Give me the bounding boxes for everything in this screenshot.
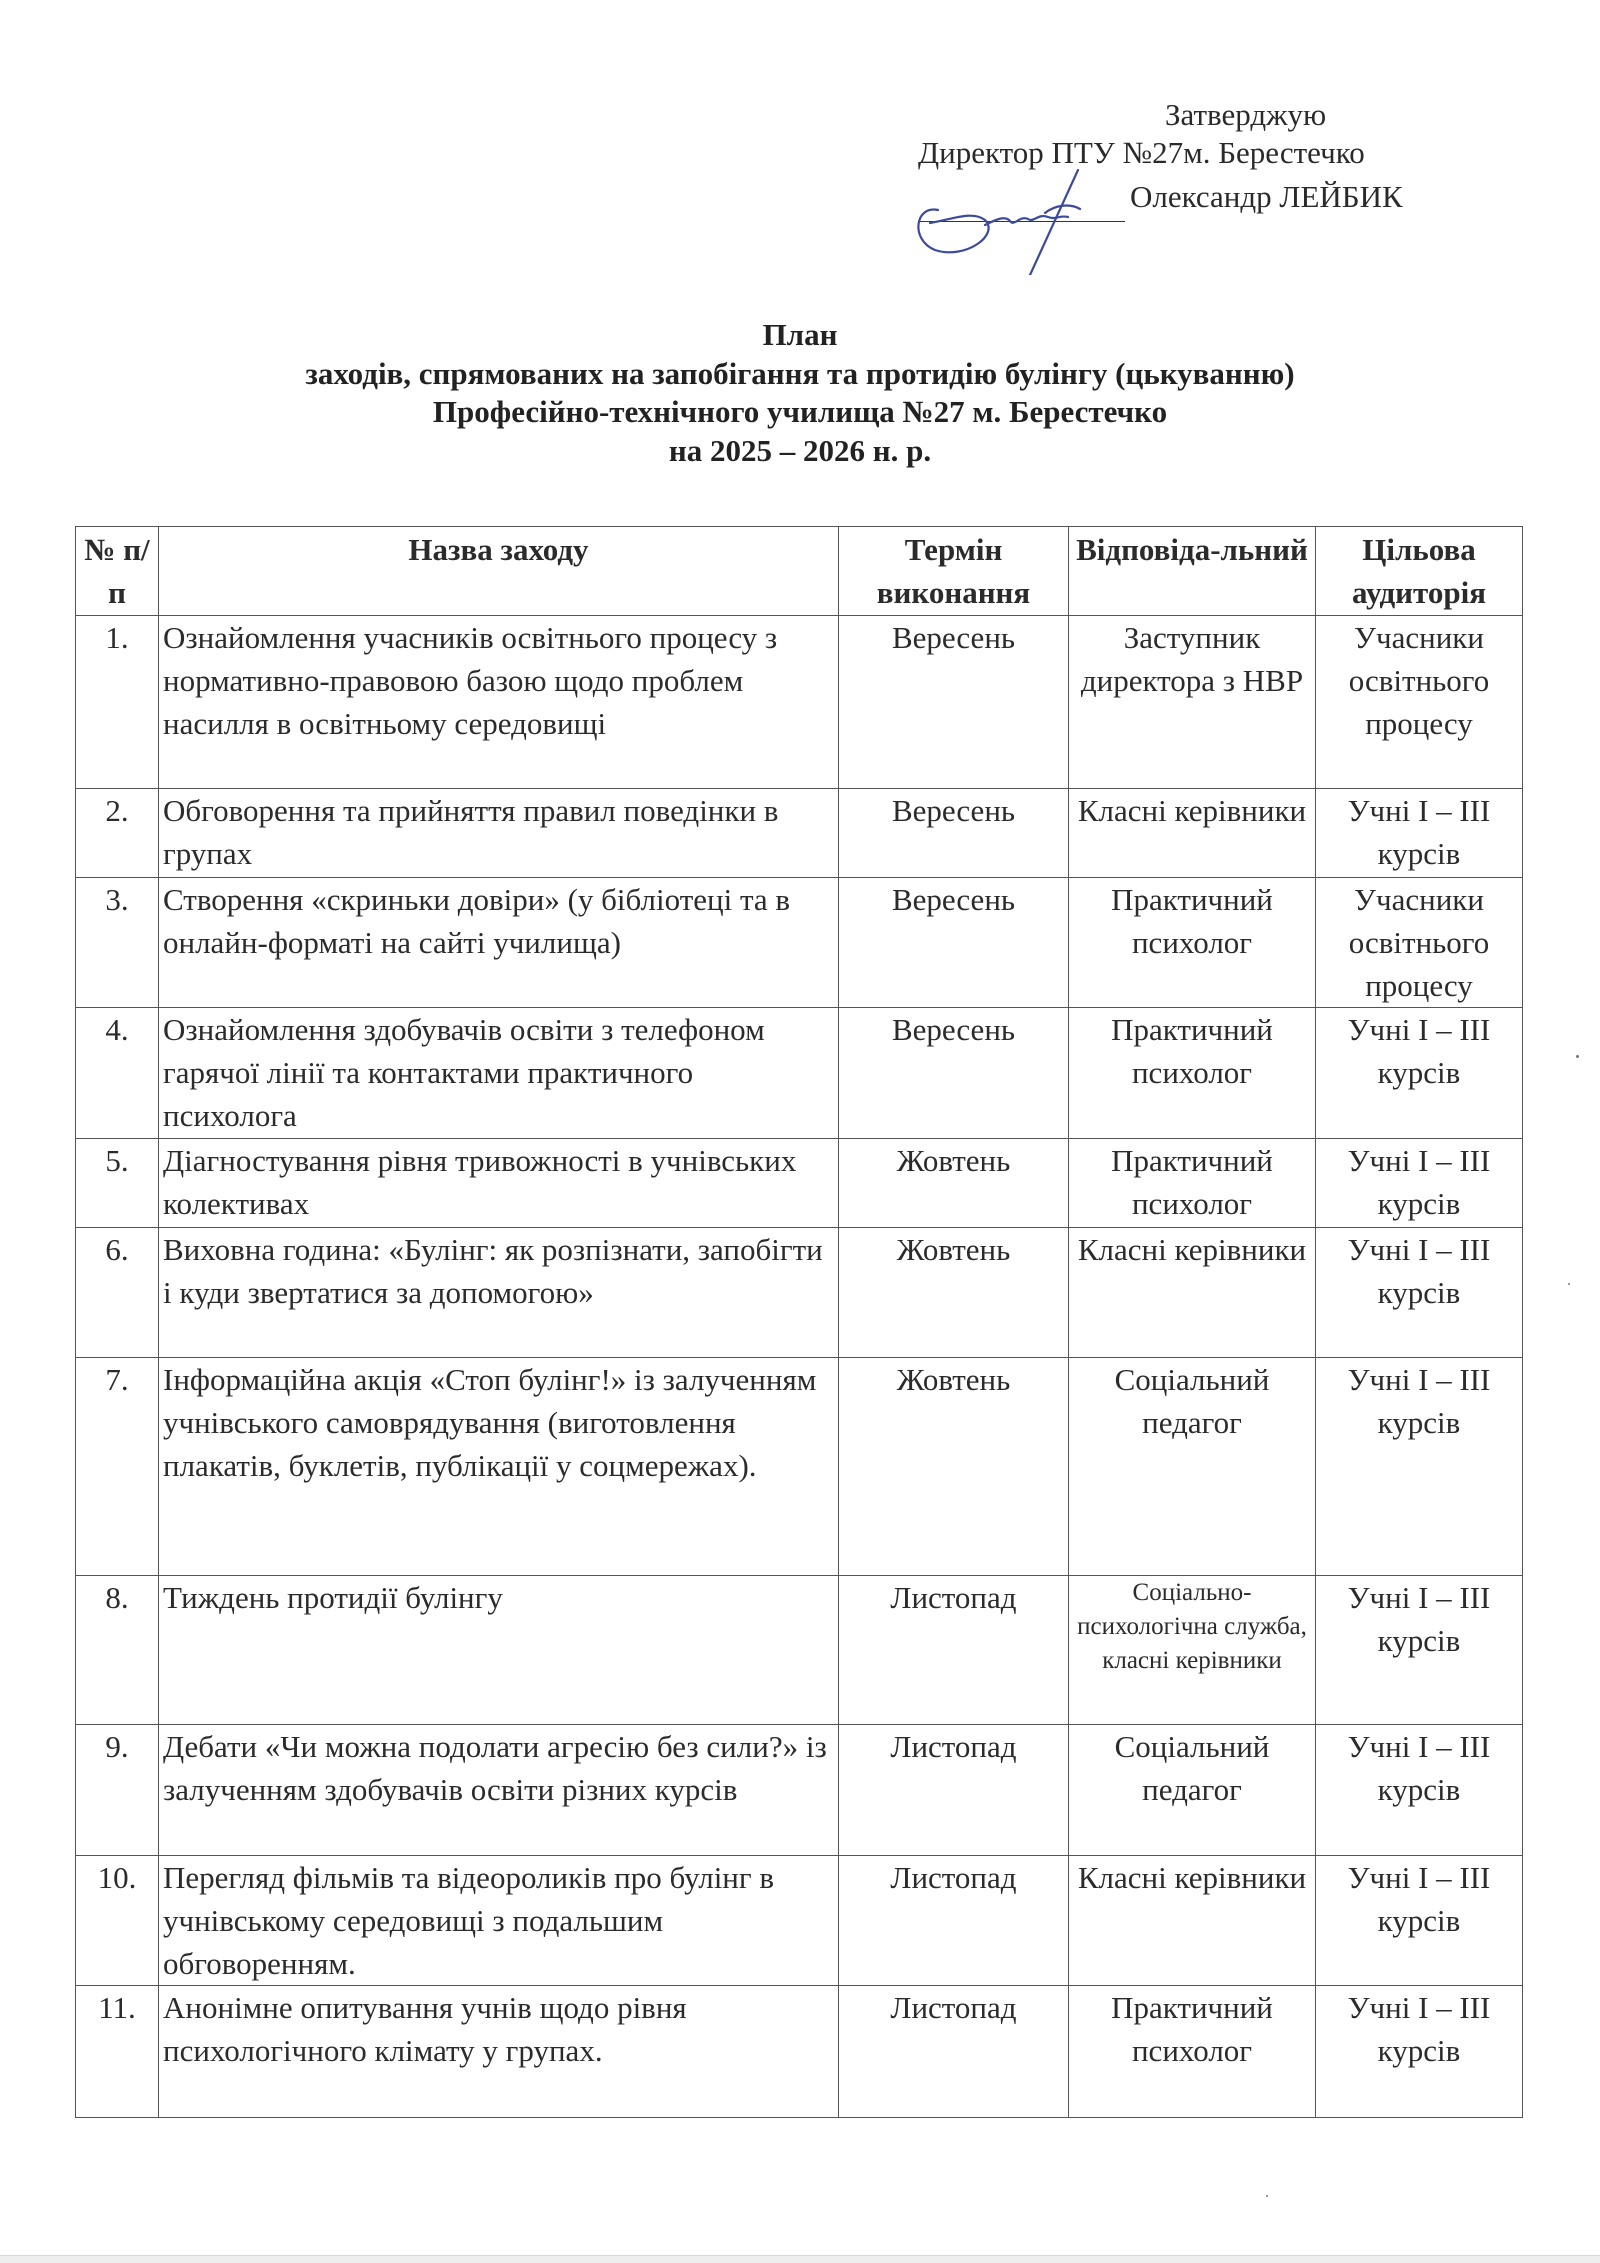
director-position: Директор ПТУ №27м. Берестечко xyxy=(918,135,1365,170)
row-term: Листопад xyxy=(839,1986,1069,2118)
row-audience: Учні I – III курсів xyxy=(1316,1725,1523,1856)
row-name: Перегляд фільмів та відеороликів про булінг в учнівському середовищі з подальшим обговоренням. xyxy=(159,1856,839,1986)
row-audience: Учні I – III курсів xyxy=(1316,1139,1523,1228)
row-term: Листопад xyxy=(839,1856,1069,1986)
scan-speck xyxy=(1568,1283,1570,1285)
row-responsible: Класні керівники xyxy=(1069,1228,1316,1358)
row-responsible: Соціально-психологічна служба, класні керівники xyxy=(1069,1576,1316,1725)
row-name: Ознайомлення учасників освітнього процесу з нормативно-правовою базою щодо проблем насилля в освітньому середовищі xyxy=(159,616,839,789)
row-name: Інформаційна акція «Стоп булінг!» із залученням учнівського самоврядування (виготовлення плакатів, буклетів, публікації у соцмережах). xyxy=(159,1358,839,1576)
row-term: Вересень xyxy=(839,789,1069,878)
table-row xyxy=(76,1139,1523,1228)
table-row xyxy=(76,1856,1523,1986)
table-row xyxy=(76,1228,1523,1358)
header-responsible: Відповіда-льний xyxy=(1069,527,1316,616)
row-audience: Учні I – III курсів xyxy=(1316,1228,1523,1358)
row-audience: Учні I – III курсів xyxy=(1316,1576,1523,1725)
table-row xyxy=(76,789,1523,878)
row-responsible: Заступник директора з НВР xyxy=(1069,616,1316,789)
title-line-3: Професійно-технічного училища №27 м. Берестечко xyxy=(432,394,1168,429)
row-name: Дебати «Чи можна подолати агресію без сили?» із залученням здобувачів освіти різних курсів xyxy=(159,1725,839,1856)
header-audience: Цільова аудиторія xyxy=(1316,527,1523,616)
table-row xyxy=(76,1576,1523,1725)
row-name: Діагностування рівня тривожності в учнівських колективах xyxy=(159,1139,839,1228)
row-num: 1. xyxy=(76,616,159,789)
signature-icon xyxy=(910,165,1150,275)
header-num: № п/п xyxy=(76,527,159,616)
row-term: Жовтень xyxy=(839,1139,1069,1228)
table-row xyxy=(76,1358,1523,1576)
row-num: 5. xyxy=(76,1139,159,1228)
row-audience: Учні I – III курсів xyxy=(1316,1008,1523,1139)
row-responsible: Соціальний педагог xyxy=(1069,1725,1316,1856)
title-line-4: на 2025 – 2026 н. р. xyxy=(668,432,932,468)
row-audience: Учасники освітнього процесу xyxy=(1316,616,1523,789)
row-num: 2. xyxy=(76,789,159,878)
row-num: 8. xyxy=(76,1576,159,1725)
row-num: 7. xyxy=(76,1358,159,1576)
table-row xyxy=(76,1986,1523,2118)
table-row xyxy=(76,878,1523,1008)
row-responsible: Практичний психолог xyxy=(1069,1986,1316,2118)
row-num: 6. xyxy=(76,1228,159,1358)
row-responsible: Практичний психолог xyxy=(1069,1139,1316,1228)
row-name: Виховна година: «Булінг: як розпізнати, запобігти і куди звертатися за допомогою» xyxy=(159,1228,839,1358)
row-name: Ознайомлення здобувачів освіти з телефоном гарячої лінії та контактами практичного психолога xyxy=(159,1008,839,1139)
row-term: Вересень xyxy=(839,1008,1069,1139)
header-name: Назва заходу xyxy=(159,527,839,616)
table-header-row xyxy=(76,527,1523,616)
title-line-2: заходів, спрямованих на запобігання та протидію булінгу (цькуванню) xyxy=(305,355,1295,391)
row-name: Анонімне опитування учнів щодо рівня психологічного клімату у групах. xyxy=(159,1986,839,2118)
row-audience: Учасники освітнього процесу xyxy=(1316,878,1523,1008)
row-audience: Учні I – III курсів xyxy=(1316,1986,1523,2118)
row-responsible: Практичний психолог xyxy=(1069,878,1316,1008)
row-responsible: Класні керівники xyxy=(1069,789,1316,878)
row-num: 9. xyxy=(76,1725,159,1856)
row-term: Вересень xyxy=(839,616,1069,789)
row-name: Створення «скриньки довіри» (у бібліотеці та в онлайн-форматі на сайті училища) xyxy=(159,878,839,1008)
row-num: 10. xyxy=(76,1856,159,1986)
scan-speck xyxy=(1576,1055,1579,1058)
document-title xyxy=(0,316,1600,470)
row-name: Тиждень протидії булінгу xyxy=(159,1576,839,1725)
director-name: Олександр ЛЕЙБИК xyxy=(1130,179,1403,214)
row-audience: Учні I – III курсів xyxy=(1316,1358,1523,1576)
row-name: Обговорення та прийняття правил поведінки в групах xyxy=(159,789,839,878)
table-row xyxy=(76,1725,1523,1856)
row-term: Вересень xyxy=(839,878,1069,1008)
table-row xyxy=(76,1008,1523,1139)
row-num: 4. xyxy=(76,1008,159,1139)
row-term: Жовтень xyxy=(839,1358,1069,1576)
row-responsible: Практичний психолог xyxy=(1069,1008,1316,1139)
row-num: 3. xyxy=(76,878,159,1008)
row-term: Жовтень xyxy=(839,1228,1069,1358)
row-term: Листопад xyxy=(839,1576,1069,1725)
row-audience: Учні I – III курсів xyxy=(1316,789,1523,878)
row-responsible: Соціальний педагог xyxy=(1069,1358,1316,1576)
header-term: Термін виконання xyxy=(839,527,1069,616)
table-row xyxy=(76,616,1523,789)
row-num: 11. xyxy=(76,1986,159,2118)
row-audience: Учні I – III курсів xyxy=(1316,1856,1523,1986)
scan-speck xyxy=(1266,2195,1268,2197)
row-term: Листопад xyxy=(839,1725,1069,1856)
row-responsible: Класні керівники xyxy=(1069,1856,1316,1986)
measures-table xyxy=(75,526,1523,2118)
title-line-1: План xyxy=(762,317,838,352)
approve-label: Затверджую xyxy=(1165,97,1327,132)
